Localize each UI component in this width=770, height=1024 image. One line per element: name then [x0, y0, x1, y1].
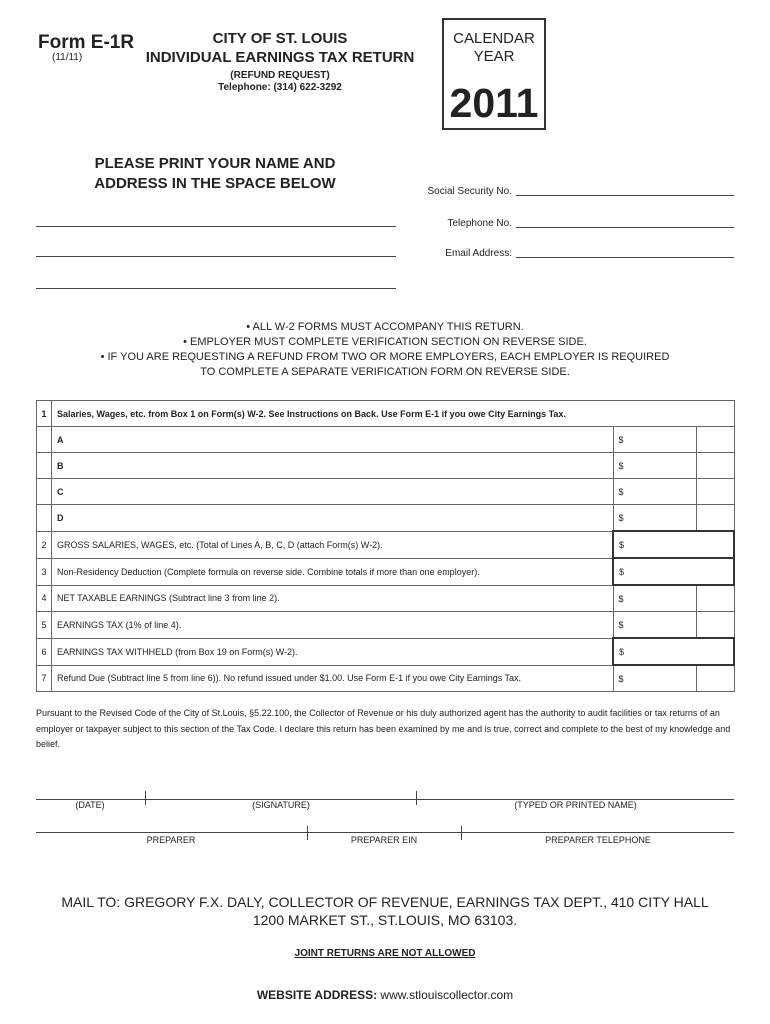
table-row	[37, 505, 735, 532]
table-row	[37, 453, 735, 479]
city-header	[130, 30, 430, 93]
line-3-amount[interactable]: $	[613, 558, 696, 585]
signature-label: (SIGNATURE)	[252, 800, 310, 810]
mailing-address-line2: 1200 MARKET ST., ST.LOUIS, MO 63103.	[252, 912, 518, 928]
table-row	[37, 427, 735, 453]
employer-c-label: C	[52, 479, 614, 505]
preparer-telephone-label: PREPARER TELEPHONE	[545, 835, 651, 845]
line-3-cents[interactable]	[696, 558, 734, 585]
employer-c-cents[interactable]	[696, 479, 734, 505]
line-4-cents[interactable]	[696, 585, 734, 612]
telephone-field[interactable]	[516, 227, 734, 228]
return-title: INDIVIDUAL EARNINGS TAX RETURN	[145, 49, 415, 66]
line-7-amount[interactable]: $	[613, 665, 696, 692]
line-1-description: Salaries, Wages, etc. from Box 1 on Form(s) W-2. See Instructions on Back. Use Form E-1 if you owe City Earnings Tax.	[52, 401, 735, 427]
line-number: 3	[37, 558, 52, 585]
ssn-field[interactable]	[516, 195, 734, 196]
form-revision: (11/11)	[52, 52, 83, 63]
table-row	[37, 479, 735, 505]
table-row	[37, 638, 735, 665]
city-name: CITY OF ST. LOUIS	[212, 30, 348, 47]
line-6-cents[interactable]	[696, 638, 734, 665]
printed-name-label: (TYPED OR PRINTED NAME)	[514, 800, 637, 810]
table-row	[37, 665, 735, 692]
preparer-line[interactable]	[36, 832, 734, 833]
notice-line: • ALL W-2 FORMS MUST ACCOMPANY THIS RETURN.	[246, 321, 524, 333]
telephone-info: Telephone: (314) 622-3292	[218, 82, 342, 93]
table-row	[37, 558, 735, 585]
year-label: YEAR	[473, 48, 515, 65]
line-5-cents[interactable]	[696, 612, 734, 639]
email-label: Email Address:	[445, 248, 512, 259]
preparer-ein-label: PREPARER EIN	[350, 835, 418, 845]
employer-d-cents[interactable]	[696, 505, 734, 532]
line-number: 2	[37, 531, 52, 558]
mailing-address-line1: MAIL TO: GREGORY F.X. DALY, COLLECTOR OF REVENUE, EARNINGS TAX DEPT., 410 CITY HALL	[61, 894, 709, 910]
line-6-amount[interactable]: $	[613, 638, 696, 665]
line-number: 1	[37, 401, 52, 427]
line-2-amount[interactable]: $	[613, 531, 696, 558]
notices	[40, 320, 730, 380]
website-label: WEBSITE ADDRESS:	[256, 988, 378, 1002]
print-instruction-line1: PLEASE PRINT YOUR NAME AND	[94, 155, 336, 172]
employer-a-cents[interactable]	[696, 427, 734, 453]
email-field[interactable]	[516, 257, 734, 258]
ssn-label: Social Security No.	[427, 186, 512, 197]
employer-b-label: B	[52, 453, 614, 479]
line-4-description: NET TAXABLE EARNINGS (Subtract line 3 from line 2).	[52, 585, 614, 612]
calendar-label: CALENDAR	[453, 30, 535, 47]
telephone-label: Telephone No.	[447, 218, 512, 229]
line-5-description: EARNINGS TAX (1% of line 4).	[52, 612, 614, 639]
line-4-amount[interactable]: $	[613, 585, 696, 612]
table-row	[37, 585, 735, 612]
table-row	[37, 612, 735, 639]
employer-b-amount[interactable]: $	[613, 453, 696, 479]
employer-d-amount[interactable]: $	[613, 505, 696, 532]
mailing-address	[30, 893, 740, 929]
print-instruction-line2: ADDRESS IN THE SPACE BELOW	[94, 175, 336, 192]
line-2-cents[interactable]	[696, 531, 734, 558]
preparer-label: PREPARER	[146, 835, 196, 845]
earnings-table	[36, 400, 735, 692]
form-title: Form E-1R	[38, 32, 135, 53]
employer-b-cents[interactable]	[696, 453, 734, 479]
line-5-amount[interactable]: $	[613, 612, 696, 639]
line-6-description: EARNINGS TAX WITHHELD (from Box 19 on Form(s) W-2).	[52, 638, 614, 665]
address-line-2[interactable]	[36, 288, 396, 289]
notice-line: TO COMPLETE A SEPARATE VERIFICATION FORM ON REVERSE SIDE.	[200, 366, 570, 378]
name-line[interactable]	[36, 226, 396, 227]
website-url[interactable]: www.stlouiscollector.com	[380, 988, 514, 1002]
line-number: 6	[37, 638, 52, 665]
date-label: (DATE)	[75, 800, 105, 810]
return-subtitle: (REFUND REQUEST)	[230, 70, 330, 81]
website-address	[30, 988, 740, 1002]
table-row	[37, 401, 735, 427]
notice-line: • EMPLOYER MUST COMPLETE VERIFICATION SECTION ON REVERSE SIDE.	[183, 336, 587, 348]
table-row	[37, 531, 735, 558]
calendar-year-value: 2011	[449, 80, 539, 126]
line-number: 5	[37, 612, 52, 639]
employer-a-amount[interactable]: $	[613, 427, 696, 453]
line-number: 4	[37, 585, 52, 612]
line-3-description: Non-Residency Deduction (Complete formula on reverse side. Combine totals if more than one employer).	[52, 558, 614, 585]
employer-d-label: D	[52, 505, 614, 532]
legal-declaration: Pursuant to the Revised Code of the City of St.Louis, §5.22.100, the Collector of Revenue or his duly authorized agent has the authority to audit facilities or tax returns of an employer or taxpayer subject to this section of the Tax Code. I declare this return has been examined by me and is true, correct and complete to the best of my knowledge and belief.	[36, 708, 731, 749]
line-2-description: GROSS SALARIES, WAGES, etc. (Total of Lines A, B, C, D (attach Form(s) W-2).	[52, 531, 614, 558]
line-7-description: Refund Due (Subtract line 5 from line 6)). No refund issued under $1.00. Use Form E-1 if you owe City Earnings Tax.	[52, 665, 614, 692]
notice-line: • IF YOU ARE REQUESTING A REFUND FROM TWO OR MORE EMPLOYERS, EACH EMPLOYER IS REQUIRED	[100, 351, 670, 363]
joint-returns-notice: JOINT RETURNS ARE NOT ALLOWED	[294, 948, 476, 959]
employer-a-label: A	[52, 427, 614, 453]
line-number: 7	[37, 665, 52, 692]
address-line-1[interactable]	[36, 256, 396, 257]
print-instruction	[60, 154, 370, 194]
line-7-cents[interactable]	[696, 665, 734, 692]
employer-c-amount[interactable]: $	[613, 479, 696, 505]
